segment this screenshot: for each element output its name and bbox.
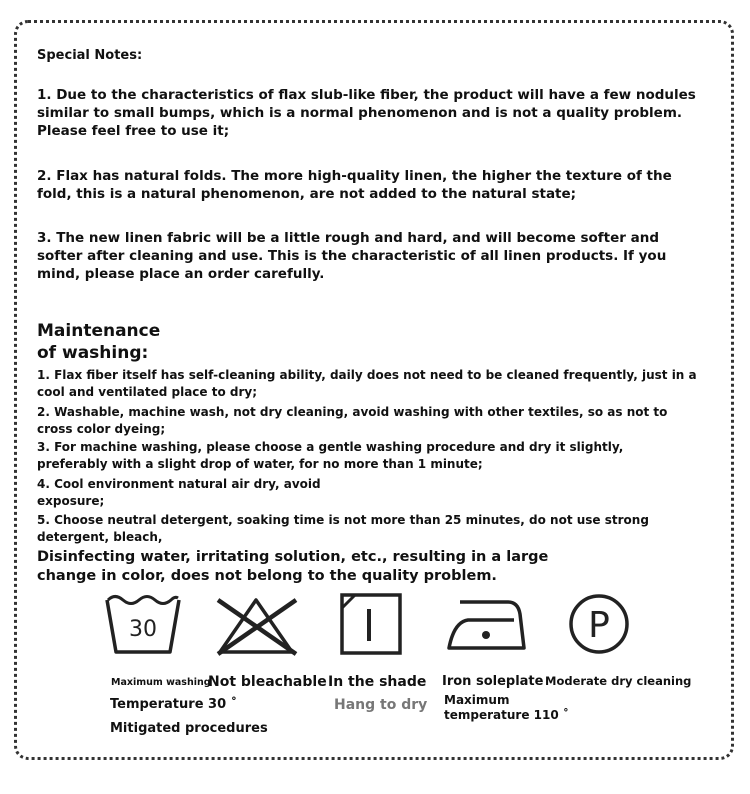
maintenance-item-5: 5. Choose neutral detergent, soaking time is not more than 25 minutes, do not use strong detergent, bleach, [37,513,649,544]
maintenance-item-4-line-2: exposure; [37,494,105,508]
wash-tub-icon [104,592,182,656]
maintenance-item-1: 1. Flax fiber itself has self-cleaning ability, daily does not need to be cleaned frequently, just in a cool and ventilated place to dry; [37,368,697,399]
wash-caption-2: Temperature 30 ˚ [110,697,238,712]
not-bleachable-icon [210,592,302,658]
dryclean-caption: Moderate dry cleaning [545,674,692,688]
shade-corner [342,595,355,608]
wash-temperature-number: 30 [129,617,157,642]
iron-caption-2: Maximum [444,693,510,707]
special-note-1: 1. Due to the characteristics of flax slub-like fiber, the product will have a few nodules similar to small bumps, which is a normal phenomenon and is not a quality problem. Please feel free to use it; [37,87,696,139]
iron-caption-3: temperature 110 ˚ [444,708,569,722]
iron-icon [446,592,528,654]
bleach-caption: Not bleachable [208,674,327,690]
maintenance-item-4 [37,476,697,510]
special-notes-title: Special Notes: [37,48,143,63]
iron-outline [449,602,524,648]
maintenance-item-2 [37,404,697,438]
special-note-3: 3. The new linen fabric will be a little rough and hard, and will become softer and softer after cleaning and use. This is the characteristic of all linen products. If you mind, please place an order carefully. [37,230,667,282]
wash-caption-1: Maximum washing [111,677,211,688]
maintenance-item-4-line-1: 4. Cool environment natural air dry, avoid [37,477,321,491]
shade-caption-2: Hang to dry [334,697,428,713]
maintenance-title-line-1: Maintenance [37,321,161,341]
iron-caption-1: Iron soleplate [442,674,544,689]
shade-caption-1: In the shade [328,674,427,690]
special-note-2: 2. Flax has natural folds. The more high-quality linen, the higher the texture of the fold, this is a natural phenomenon, are not added to the natural state; [37,168,672,202]
maintenance-item-3: 3. For machine washing, please choose a gentle washing procedure and dry it slightly, preferably with a slight drop of water, for no more than 1 minute; [37,440,624,471]
wash-caption-3: Mitigated procedures [110,721,268,736]
maintenance-item-2-line-1: 2. Washable, machine wash, not dry cleaning, avoid washing with other textiles, so as not to [37,405,668,419]
iron-temperature-dot [482,631,490,639]
maintenance-item-2-line-2: cross color dyeing; [37,422,166,436]
dry-in-shade-icon [339,592,403,656]
dry-clean-icon [566,592,632,658]
water-wave-line [108,597,178,604]
disinfect-note: Disinfecting water, irritating solution, etc., resulting in a large change in color, does not belong to the quality problem. [37,549,549,584]
maintenance-title-line-2: of washing: [37,343,149,363]
maintenance-title [37,320,237,364]
dry-clean-letter: P [588,605,610,646]
